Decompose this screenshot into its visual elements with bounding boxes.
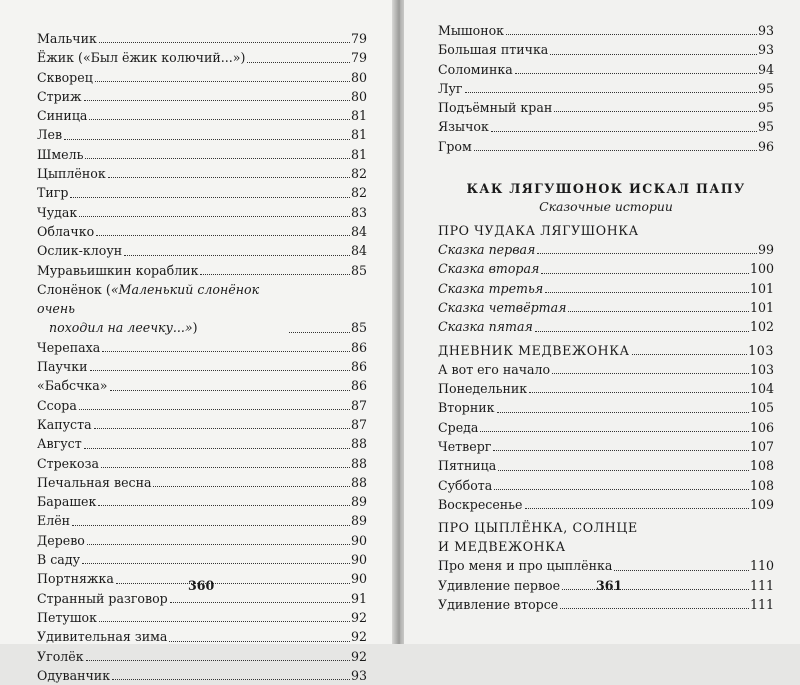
toc-entry	[438, 398, 774, 417]
section-title: ПРО ЧУДАКА ЛЯГУШОНКА	[438, 223, 639, 239]
toc-entry	[37, 647, 367, 666]
toc-entry-page: 91	[350, 590, 367, 606]
toc-entry	[37, 666, 367, 685]
toc-entry	[438, 456, 774, 475]
dot-leader	[568, 311, 749, 312]
dot-leader	[99, 42, 350, 43]
toc-entry-page: 92	[350, 648, 367, 664]
toc-entry-page: 108	[749, 458, 774, 474]
dot-leader	[632, 354, 747, 355]
toc-entry-title: А вот его начало	[438, 361, 551, 377]
toc-entry-title: Воскресенье	[438, 496, 523, 512]
toc-entry-title: Синица	[37, 108, 88, 124]
toc-entry	[438, 40, 774, 59]
toc-entry	[438, 495, 774, 514]
toc-entry-title: Облачко	[37, 223, 95, 239]
toc-entry	[438, 21, 774, 40]
toc-entry	[37, 145, 367, 164]
part-heading	[438, 180, 774, 215]
toc-entry	[438, 137, 774, 156]
dot-leader	[497, 412, 749, 413]
toc-entry-title: Черепаха	[37, 339, 101, 355]
section-title: ДНЕВНИК МЕДВЕЖОНКА	[438, 342, 630, 358]
toc-entry-title: Пятница	[438, 458, 497, 474]
toc-entry-page: 84	[350, 223, 367, 239]
toc-entry	[438, 279, 774, 298]
toc-entry-title: Язычок	[438, 119, 489, 135]
toc-entry	[438, 240, 774, 259]
toc-entry-page: 88	[350, 455, 367, 471]
left-page	[0, 0, 396, 683]
toc-entry-title: Ёжик («Был ёжик колючий...»)	[37, 50, 246, 66]
toc-entry-title: Подъёмный кран	[438, 100, 553, 116]
toc-entry	[37, 338, 367, 357]
toc-entry-quote: «Маленький слонёнок очень	[37, 281, 260, 317]
toc-entry-title: Портняжка	[37, 571, 114, 587]
dot-leader	[99, 621, 350, 622]
toc-entry	[37, 125, 367, 144]
toc-entry	[438, 379, 774, 398]
dot-leader	[289, 332, 350, 333]
toc-entry-page: 96	[757, 138, 774, 154]
toc-entry-page: 81	[350, 108, 367, 124]
toc-entry-title: Удивительная зима	[37, 629, 168, 645]
dot-leader	[84, 448, 350, 449]
toc-entry-page: 93	[350, 667, 367, 683]
dot-leader	[614, 570, 749, 571]
toc-entry	[37, 473, 367, 492]
toc-entry-page: 103	[749, 361, 774, 377]
toc-entry-page: 110	[749, 558, 774, 574]
section-title-line: И МЕДВЕЖОНКА	[438, 539, 566, 555]
toc-entry	[37, 376, 367, 395]
toc-entry-page: 87	[350, 397, 367, 413]
toc-entry-page: 95	[757, 119, 774, 135]
dot-leader	[200, 274, 350, 275]
toc-entry	[37, 492, 367, 511]
toc-entry-page: 88	[350, 436, 367, 452]
toc-entry-page: 102	[749, 319, 774, 335]
toc-entry	[438, 298, 774, 317]
toc-entry	[37, 87, 367, 106]
toc-entry-page: 82	[350, 166, 367, 182]
toc-entry-title: Сказка вторая	[438, 261, 540, 277]
toc-entry-page: 103	[748, 342, 774, 358]
toc-entry	[438, 60, 774, 79]
dot-leader	[493, 450, 749, 451]
section-title-line: ПРО ЦЫПЛЁНКА, СОЛНЦЕ	[438, 520, 638, 536]
toc-entry	[438, 360, 774, 379]
toc-entry-title: Сказка первая	[438, 242, 536, 258]
section-title-row	[438, 341, 774, 360]
toc-entry-page: 89	[350, 494, 367, 510]
toc-entry	[37, 357, 367, 376]
toc-entry	[37, 454, 367, 473]
toc-entry-title: Удивление первое	[438, 577, 561, 593]
toc-entry-title: Суббота	[438, 477, 493, 493]
dot-leader	[474, 150, 757, 151]
dot-leader	[64, 139, 350, 140]
dot-leader	[102, 351, 350, 352]
toc-entry-page: 85	[350, 320, 367, 336]
toc-entry-title: В саду	[37, 552, 80, 568]
right-page	[404, 0, 800, 644]
dot-leader	[79, 409, 350, 410]
toc-entry-title: Ссора	[37, 397, 77, 413]
toc-entry-title: Елён	[37, 513, 71, 529]
toc-entry-title: Сказка четвёртая	[438, 299, 567, 315]
toc-entry-page: 80	[350, 69, 367, 85]
toc-entry	[438, 79, 774, 98]
toc-entry	[438, 556, 774, 575]
toc-entry-title: Дерево	[37, 532, 85, 548]
toc-entry-page: 88	[350, 474, 367, 490]
toc-entry-title: «Бабсчка»	[37, 378, 108, 394]
toc-entry	[438, 476, 774, 495]
toc-entry-page: 90	[350, 532, 367, 548]
dot-leader	[70, 197, 350, 198]
toc-entry-page: 90	[350, 571, 367, 587]
toc-entry-page: 79	[350, 31, 367, 46]
toc-entry	[37, 280, 367, 338]
dot-leader	[170, 602, 350, 603]
toc-entry-page: 93	[757, 23, 774, 38]
toc-entry-title: Сказка пятая	[438, 319, 533, 335]
dot-leader	[560, 608, 749, 609]
dot-leader	[552, 373, 749, 374]
toc-entry-title: Гром	[438, 138, 472, 154]
dot-leader	[491, 131, 757, 132]
toc-entry-page: 104	[749, 381, 774, 397]
toc-entry	[37, 68, 367, 87]
dot-leader	[247, 62, 350, 63]
toc-entry-title: Ослик-клоун	[37, 243, 123, 259]
toc-entry-page: 106	[749, 419, 774, 435]
toc-entry-title: Понедельник	[438, 381, 528, 397]
toc-entry-page: 87	[350, 416, 367, 432]
toc-entry	[37, 183, 367, 202]
dot-leader	[169, 641, 350, 642]
section-title	[438, 518, 774, 556]
dot-leader	[108, 177, 350, 178]
dot-leader	[480, 431, 749, 432]
toc-right	[438, 21, 774, 614]
dot-leader	[110, 390, 350, 391]
toc-entry-page: 84	[350, 243, 367, 259]
toc-entry-page: 94	[757, 61, 774, 77]
part-title: КАК ЛЯГУШОНОК ИСКАЛ ПАПУ	[466, 181, 746, 197]
dot-leader	[95, 81, 350, 82]
dot-leader	[94, 428, 350, 429]
toc-entry-page: 101	[749, 280, 774, 296]
toc-entry	[37, 550, 367, 569]
toc-entry-page: 100	[749, 261, 774, 277]
toc-entry	[438, 437, 774, 456]
toc-entry	[37, 511, 367, 530]
toc-entry-page: 85	[350, 262, 367, 278]
toc-entry-title: Луг	[438, 80, 463, 96]
toc-entry-title: Паучки	[37, 359, 88, 375]
toc-entry-page: 81	[350, 127, 367, 143]
dot-leader	[465, 92, 757, 93]
toc-entry	[37, 415, 367, 434]
dot-leader	[101, 467, 350, 468]
toc-entry-title: Удивление вторсе	[438, 596, 559, 612]
toc-entry	[438, 317, 774, 336]
toc-entry	[438, 117, 774, 136]
toc-entry-page: 83	[350, 204, 367, 220]
toc-entry-title: Лев	[37, 127, 63, 143]
toc-entry-title: Барашек	[37, 494, 97, 510]
toc-entry	[37, 48, 367, 67]
toc-entry-page: 86	[350, 359, 367, 375]
dot-leader	[79, 216, 350, 217]
toc-entry	[37, 203, 367, 222]
toc-entry	[438, 259, 774, 278]
dot-leader	[554, 111, 757, 112]
toc-entry-title: Одуванчик	[37, 667, 111, 683]
toc-entry-title: Про меня и про цыплёнка	[438, 558, 613, 574]
toc-entry-title: Сказка третья	[438, 280, 544, 296]
toc-entry-title: Мальчик	[37, 31, 97, 46]
toc-entry-title: Чудак	[37, 204, 78, 220]
toc-entry-title: Цыплёнок	[37, 166, 106, 182]
dot-leader	[529, 392, 749, 393]
toc-entry	[438, 595, 774, 614]
toc-entry-page: 80	[350, 88, 367, 104]
dot-leader	[525, 508, 749, 509]
toc-entry	[37, 531, 367, 550]
toc-entry-page: 92	[350, 629, 367, 645]
toc-entry-page: 82	[350, 185, 367, 201]
dot-leader	[498, 470, 749, 471]
toc-entry-page: 109	[749, 496, 774, 512]
page-number: 361	[596, 578, 623, 593]
dot-leader	[116, 583, 350, 584]
dot-leader	[112, 679, 350, 680]
dot-leader	[85, 158, 349, 159]
toc-entry	[37, 106, 367, 125]
toc-entry-page: 86	[350, 378, 367, 394]
toc-entry-title: Муравьишкин кораблик	[37, 262, 199, 278]
toc-entry	[37, 222, 367, 241]
toc-entry	[37, 396, 367, 415]
toc-entry-page: 107	[749, 439, 774, 455]
toc-entry-page: 86	[350, 339, 367, 355]
dot-leader	[562, 589, 749, 590]
toc-entry-page: 108	[749, 477, 774, 493]
toc-entry-page: 89	[350, 513, 367, 529]
toc-entry	[37, 434, 367, 453]
dot-leader	[84, 100, 350, 101]
toc-entry-title: Странный разговор	[37, 590, 168, 606]
toc-entry-title: Слонёнок (	[37, 281, 111, 297]
toc-entry-title: Мышонок	[438, 23, 505, 38]
dot-leader	[124, 255, 350, 256]
toc-entry-title-tail: )	[192, 320, 198, 336]
toc-entry	[37, 29, 367, 48]
toc-entry-title: Уголёк	[37, 648, 84, 664]
toc-entry-page: 93	[757, 42, 774, 58]
dot-leader	[87, 544, 350, 545]
dot-leader	[82, 563, 350, 564]
toc-entry	[37, 164, 367, 183]
toc-entry-page: 92	[350, 609, 367, 625]
toc-entry-page: 111	[749, 577, 774, 593]
toc-entry-title: Вторник	[438, 400, 495, 416]
toc-entry-title: Стриж	[37, 88, 82, 104]
toc-entry-quote-continued: походил на леечку...»	[49, 320, 193, 336]
dot-leader	[494, 489, 749, 490]
dot-leader	[535, 331, 749, 332]
toc-entry	[37, 261, 367, 280]
toc-entry-page: 95	[757, 80, 774, 96]
toc-entry	[37, 608, 367, 627]
toc-entry-title: Скворец	[37, 69, 93, 85]
toc-entry-title: Печальная весна	[37, 474, 152, 490]
dot-leader	[506, 34, 757, 35]
dot-leader	[515, 73, 757, 74]
dot-leader	[153, 486, 349, 487]
toc-entry-title: Август	[37, 436, 82, 452]
toc-entry-page: 79	[350, 50, 367, 66]
toc-entry-page: 99	[757, 242, 774, 258]
toc-entry-page: 90	[350, 552, 367, 568]
dot-leader	[537, 253, 757, 254]
toc-entry	[438, 98, 774, 117]
dot-leader	[96, 235, 350, 236]
page-number: 360	[188, 578, 215, 593]
toc-entry-page: 81	[350, 146, 367, 162]
toc-entry-title: Стрекоза	[37, 455, 99, 471]
toc-entry-title: Капуста	[37, 416, 92, 432]
toc-entry-title: Четверг	[438, 439, 492, 455]
toc-entry-title: Шмель	[37, 146, 84, 162]
dot-leader	[98, 505, 350, 506]
toc-entry-title: Среда	[438, 419, 479, 435]
dot-leader	[86, 660, 350, 661]
dot-leader	[72, 525, 350, 526]
dot-leader	[550, 54, 757, 55]
toc-entry-title: Большая птичка	[438, 42, 549, 58]
toc-entry	[438, 418, 774, 437]
toc-entry-page: 105	[749, 400, 774, 416]
dot-leader	[545, 292, 749, 293]
toc-entry-page: 95	[757, 100, 774, 116]
toc-entry-title: Тигр	[37, 185, 69, 201]
toc-entry	[37, 241, 367, 260]
toc-entry-page: 101	[749, 299, 774, 315]
toc-entry-page: 111	[749, 596, 774, 612]
dot-leader	[89, 119, 350, 120]
dot-leader	[541, 273, 749, 274]
toc-entry-title: Соломинка	[438, 61, 513, 77]
toc-entry-title: Петушок	[37, 609, 97, 625]
dot-leader	[90, 370, 350, 371]
part-subtitle: Сказочные истории	[539, 199, 673, 215]
